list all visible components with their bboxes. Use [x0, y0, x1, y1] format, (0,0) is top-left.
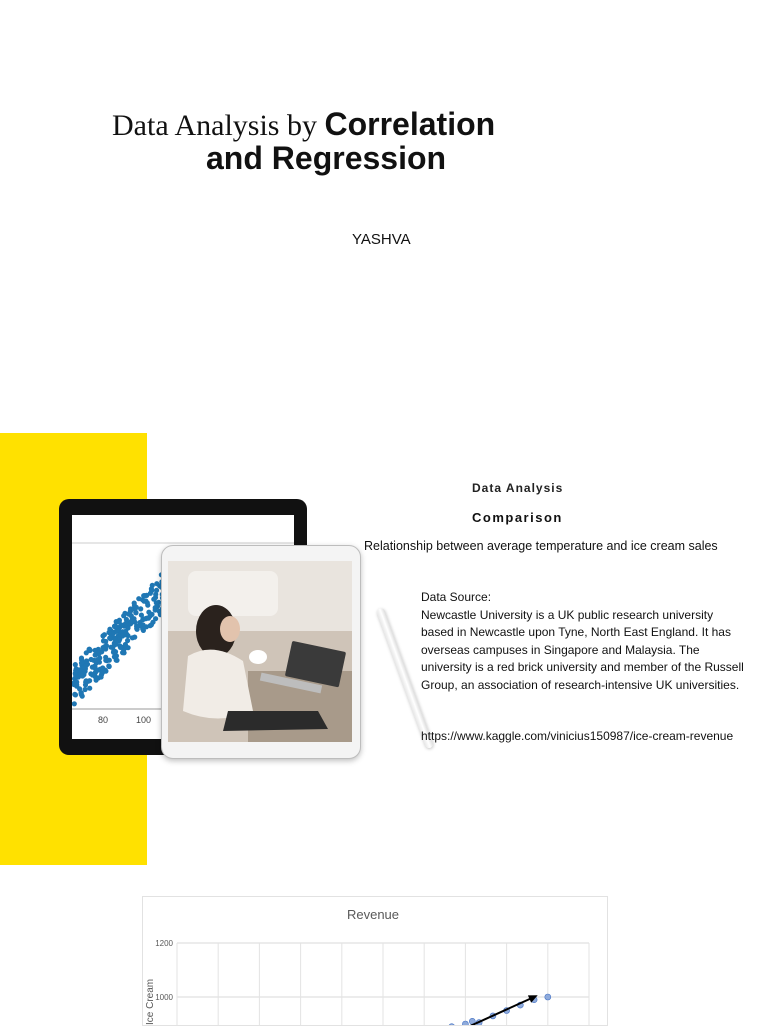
tablet-scatter-point [87, 678, 92, 683]
tablet-scatter-point [72, 701, 77, 706]
tablet-scatter-point [92, 664, 97, 669]
tablet-scatter-point [148, 623, 153, 628]
tablet-scatter-point [149, 586, 154, 591]
tablet-scatter-point [130, 618, 135, 623]
tablet-scatter-point [102, 632, 107, 637]
chart-y-label: Ice Cream [145, 978, 156, 1025]
tablet-scatter-point [101, 638, 106, 643]
tablet-scatter-point [73, 668, 78, 673]
tablet-scatter-point [112, 642, 117, 647]
tablet-scatter-point [101, 645, 106, 650]
tablet-scatter-point [90, 672, 95, 677]
tablet-scatter-point [106, 663, 111, 668]
chart-y-tick-label: 1000 [155, 993, 173, 1002]
tablet-scatter-point [146, 616, 151, 621]
revenue-scatter-chart [143, 897, 607, 1025]
tablet-scatter-point [95, 657, 100, 662]
title-line-1 [112, 106, 495, 143]
photo-woman-with-laptop [168, 561, 352, 742]
tablet-scatter-point [133, 610, 138, 615]
tablet-scatter-point [128, 609, 133, 614]
tablet-scatter-points [72, 572, 166, 706]
tablet-scatter-point [138, 606, 143, 611]
chart-point [462, 1021, 468, 1025]
data-source-block [421, 589, 746, 694]
chart-points [311, 994, 551, 1025]
tablet-scatter-point [106, 630, 111, 635]
tablet-scatter-point [107, 636, 112, 641]
comparison-heading: Comparison [472, 510, 563, 525]
tablet-scatter-point [139, 613, 144, 618]
tablet-x-tick: 100 [136, 715, 152, 725]
tablet-scatter-point [136, 596, 141, 601]
title-line-2: and Regression [206, 140, 447, 176]
tablet-scatter-point [153, 616, 158, 621]
chart-title: Revenue [346, 907, 400, 922]
chart-point [545, 994, 551, 1000]
tablet-scatter-point [73, 662, 78, 667]
tablet-scatter-point [83, 687, 88, 692]
tablet-scatter-point [123, 621, 128, 626]
chart-gridlines [177, 943, 589, 1025]
tablet-scatter-point [136, 623, 141, 628]
tablet-scatter-point [111, 650, 116, 655]
tablet-scatter-point [118, 645, 123, 650]
tablet-scatter-point [148, 591, 153, 596]
data-source-title: Data Source: [421, 590, 492, 604]
title-serif-part: Data Analysis by [112, 109, 325, 142]
tablet-scatter-point [94, 669, 99, 674]
tablet-x-tick: 80 [98, 715, 109, 725]
tablet-scatter-point [114, 619, 119, 624]
tablet-scatter-point [142, 593, 147, 598]
chart-y-ticks [155, 939, 173, 1025]
data-source-description: Newcastle University is a UK public research university based in Newcastle upon Tyne, North East England. It has overseas campuses in Singapore and Malaysia. The university is a red brick university and member of the Russell Group, an association of research-intensive UK universities. [421, 607, 744, 692]
tablet-scatter-point [100, 670, 105, 675]
tablet-scatter-point [103, 658, 108, 663]
mug-icon [249, 650, 267, 664]
tablet-scatter-point [120, 650, 125, 655]
relationship-text: Relationship between average temperature and ice cream sales [364, 539, 718, 553]
tablet-scatter-point [123, 642, 128, 647]
tablet-scatter-point [114, 628, 119, 633]
photo-illustration [168, 561, 352, 742]
title-bold-part: Correlation [324, 106, 496, 142]
tablet-scatter-point [124, 632, 129, 637]
tablet-scatter-point [153, 605, 158, 610]
tablet-scatter-point [73, 692, 78, 697]
tablet-scatter-point [132, 601, 137, 606]
tablet-scatter-point [94, 678, 99, 683]
tablet-scatter-point [153, 592, 158, 597]
tablet-scatter-point [80, 673, 85, 678]
tablet-scatter-point [84, 650, 89, 655]
author-name: YASHVA [352, 231, 411, 248]
tablet-scatter-point [141, 599, 146, 604]
tablet-scatter-point [79, 660, 84, 665]
section-label: Data Analysis [472, 481, 564, 495]
tablet-scatter-point [87, 686, 92, 691]
tablet-scatter-point [99, 674, 104, 679]
tablet-scatter-point [74, 682, 79, 687]
tablet-scatter-point [151, 597, 156, 602]
chart-y-tick-label: 1200 [155, 939, 173, 948]
revenue-chart-card [142, 896, 608, 1026]
kaggle-link[interactable]: https://www.kaggle.com/vinicius150987/ice-cream-revenue [421, 729, 734, 743]
tablet-scatter-point [93, 648, 98, 653]
tablet-scatter-point [89, 657, 94, 662]
tablet-scatter-point [83, 663, 88, 668]
